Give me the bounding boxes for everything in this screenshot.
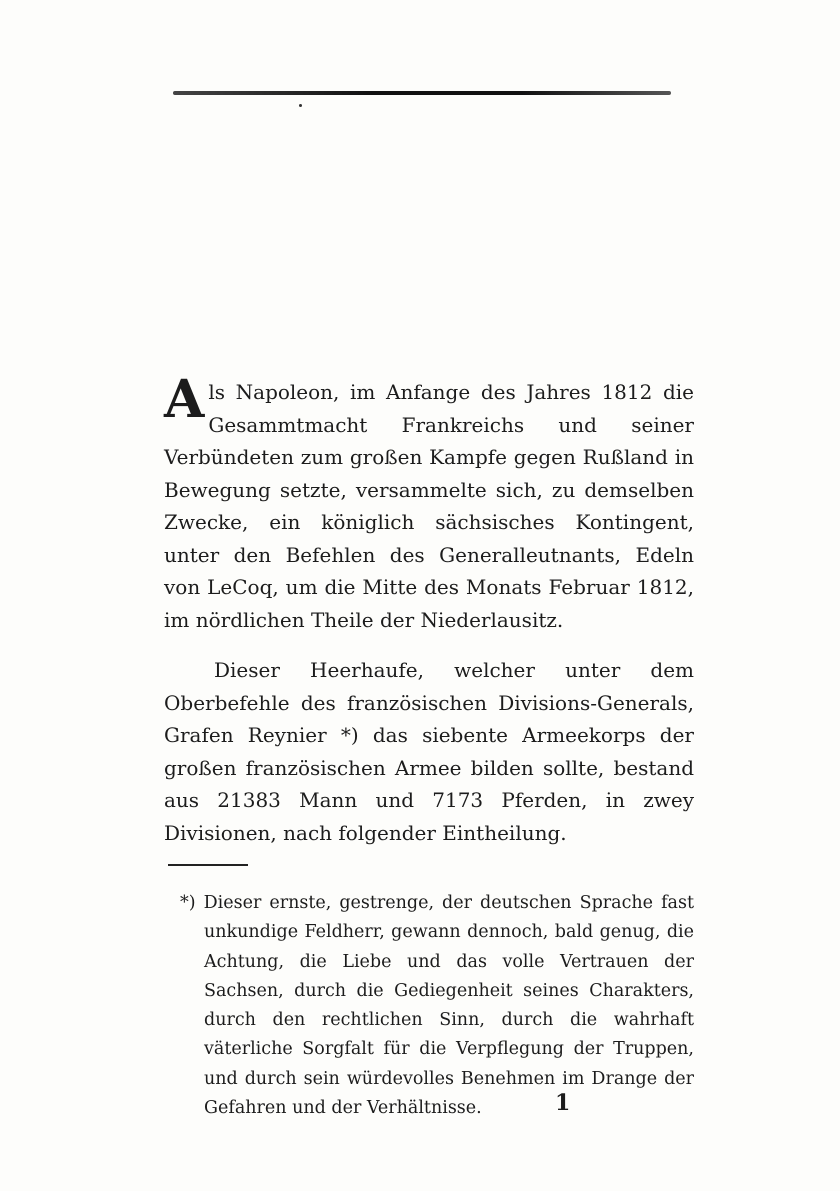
footnote-rule (168, 864, 248, 866)
paragraph-2: Dieser Heerhaufe, welcher unter dem Oberbefehle des französischen Divisions-Generals, Grafen Reynier *) das siebente Armeekorps der großen französischen Armee bilden sollte, bestand aus 21383 Mann und 7173 Pferden, in zwey Divisionen, nach folgender Eintheilung. (164, 658, 694, 845)
page-number: 1 (555, 1090, 571, 1116)
main-text (164, 369, 694, 849)
footnote: *) Dieser ernste, gestrenge, der deutschen Sprache fast unkundige Feldherr, gewann dennoch, bald genug, die Achtung, die Liebe und das volle Vertrauen der Sachsen, durch die Gediegenheit seines Charakters, durch den rechtlichen Sinn, durch die wahrhaft väterliche Sorgfalt für die Verpflegung der Truppen, und durch sein würdevolles Benehmen im Drange der Gefahren und der Verhältnisse. (180, 893, 694, 1119)
ink-speck (299, 104, 302, 107)
paragraph-1: Als Napoleon, im Anfange des Jahres 1812 die Gesammtmacht Frankreichs und seiner Verbündeten zum großen Kampfe gegen Rußland in Bewegung setzte, versammelte sich, zu demselben Zwecke, ein königlich sächsisches Kontingent, unter den Befehlen des Generalleutnants, Edeln von LeCoq, um die Mitte des Monats Februar 1812, im nördlichen Theile der Niederlausitz. (164, 369, 694, 632)
top-rule (173, 91, 671, 95)
